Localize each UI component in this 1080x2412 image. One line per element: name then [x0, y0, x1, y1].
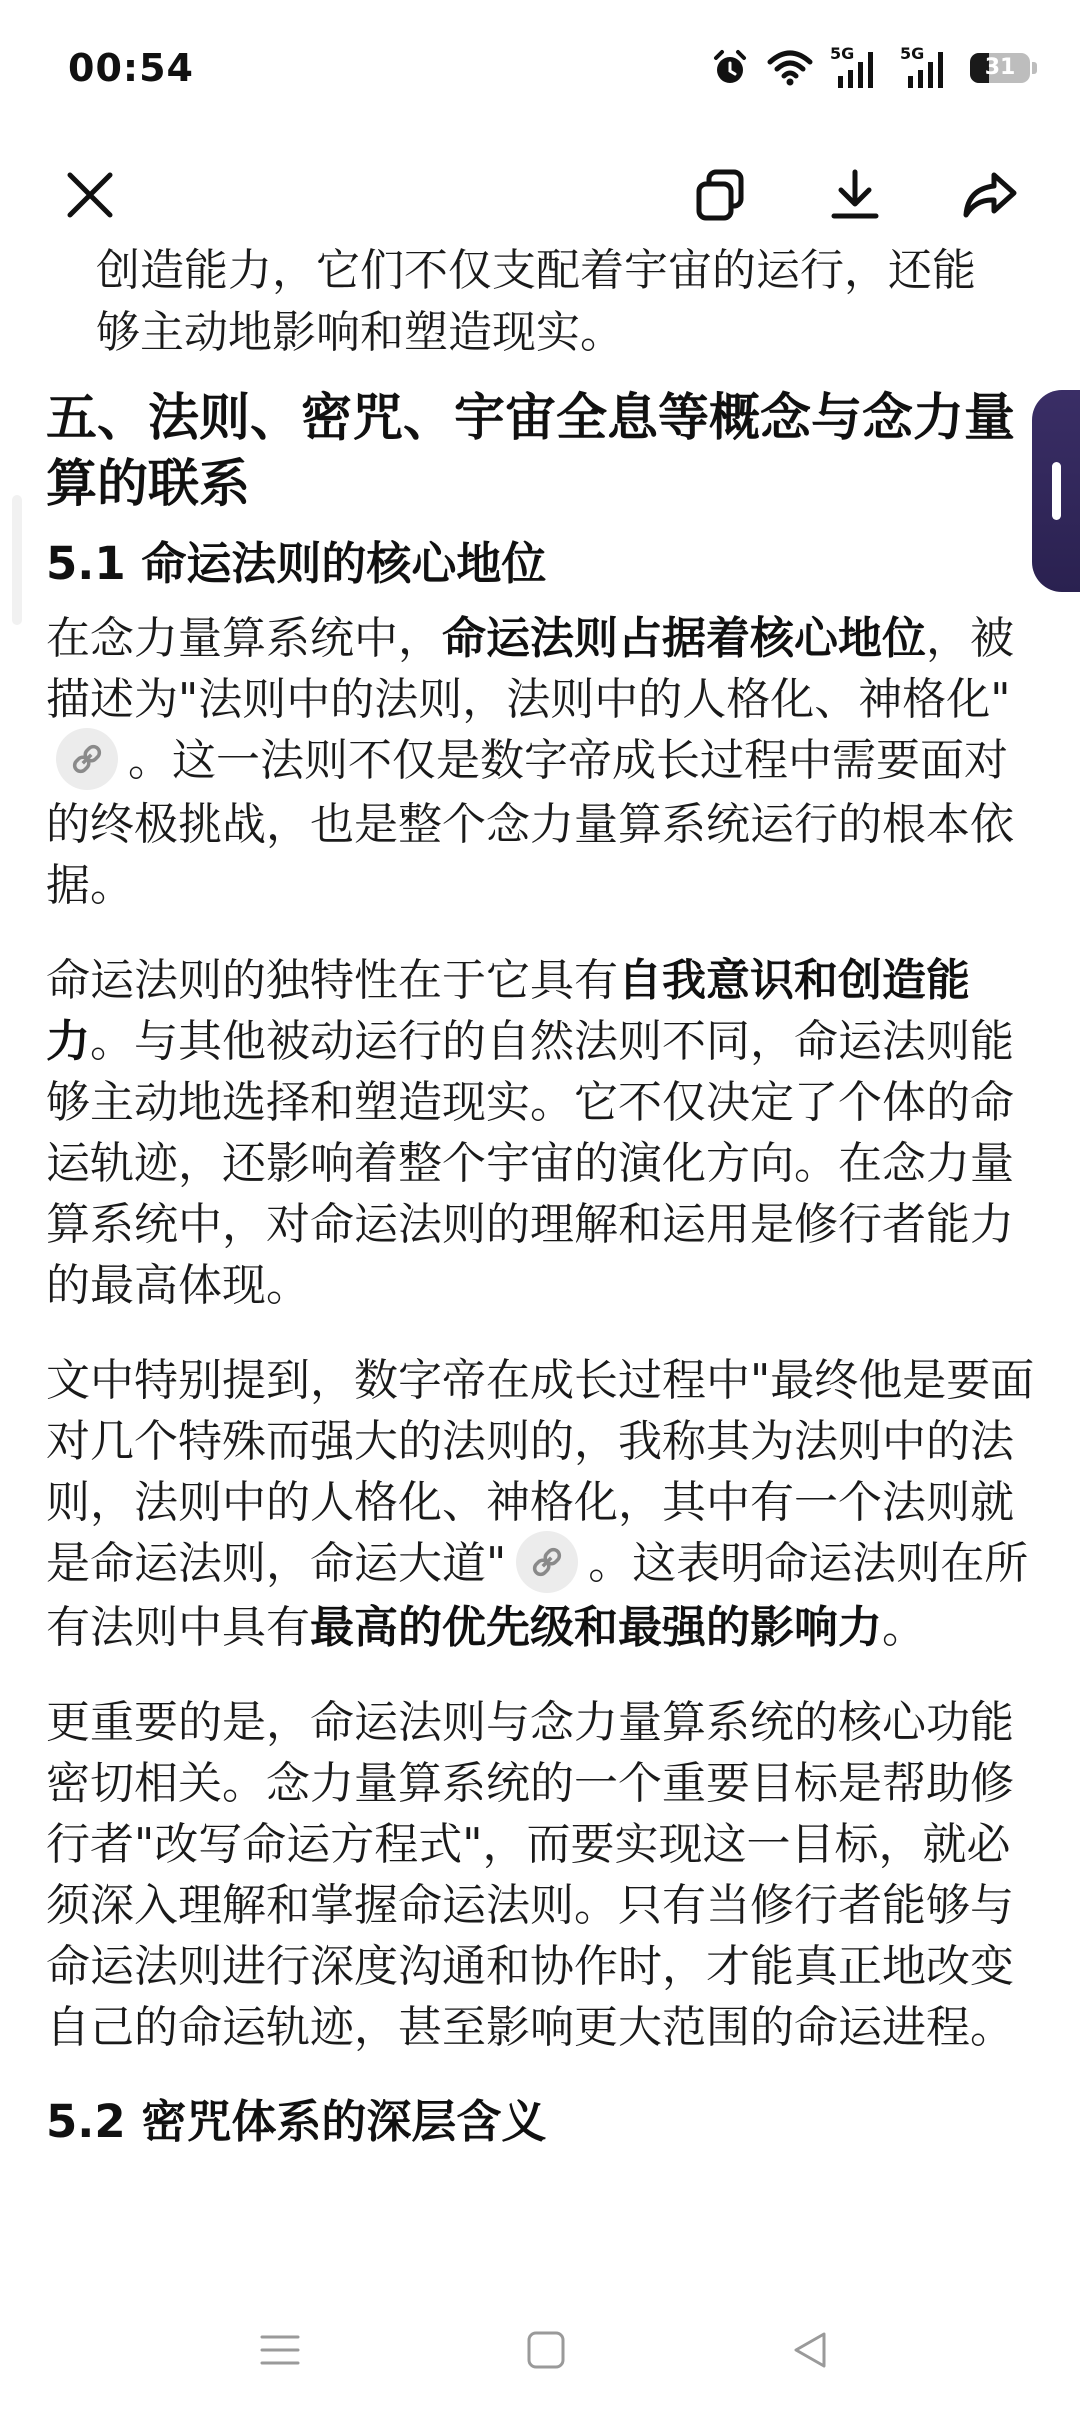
menu-icon — [258, 2328, 302, 2372]
share-button[interactable] — [950, 155, 1030, 235]
reference-link[interactable] — [56, 728, 118, 790]
paragraph: 更重要的是，命运法则与念力量算系统的核心功能密切相关。念力量算系统的一个重要目标是帮助修行者"改写命运方程式"，而要实现这一目标，就必须深入理解和掌握命运法则。只有当修行者能够与命运法则进行深度沟通和协作时，才能真正地改变自己的命运轨迹，甚至影响更大范围的命运进程。 — [46, 1697, 1014, 2053]
home-button[interactable] — [506, 2310, 586, 2390]
top-toolbar — [0, 140, 1080, 250]
paragraph: 在念力量算系统中，命运法则占据着核心地位，被描述为"法则中的法则，法则中的人格化、神格化" 。这一法则不仅是数字帝成长过程中需要面对的终极挑战，也是整个念力量算系统运行的根本依据。 — [46, 613, 1014, 911]
link-icon — [529, 1544, 565, 1580]
copy-icon — [692, 167, 748, 223]
reference-link[interactable] — [516, 1531, 578, 1593]
navigation-bar — [0, 2290, 1080, 2412]
battery-level: 31 — [984, 55, 1016, 80]
menu-button[interactable] — [240, 2310, 320, 2390]
battery-icon — [970, 51, 1040, 85]
share-icon — [960, 167, 1020, 223]
download-button[interactable] — [815, 155, 895, 235]
status-bar — [0, 0, 1080, 140]
status-icons — [710, 44, 1040, 92]
sub-heading: 5.1 命运法则的核心地位 — [46, 537, 547, 590]
link-icon — [69, 741, 105, 777]
signal-5g-icon: 5G — [900, 44, 954, 92]
home-icon — [524, 2328, 568, 2372]
article-text-line: 创造能力，它们不仅支配着宇宙的运行，还能 — [96, 245, 976, 296]
status-time: 00:54 — [68, 46, 194, 90]
close-button[interactable] — [50, 155, 130, 235]
paragraph: 命运法则的独特性在于它具有自我意识和创造能力。与其他被动运行的自然法则不同，命运法则能够主动地选择和塑造现实。它不仅决定了个体的命运轨迹，还影响着整个宇宙的演化方向。在念力量算系统中，对命运法则的理解和运用是修行者能力的最高体现。 — [46, 955, 1014, 1311]
back-button[interactable] — [770, 2310, 850, 2390]
scrollbar[interactable] — [12, 495, 22, 625]
paragraph: 文中特别提到，数字帝在成长过程中"最终他是要面对几个特殊而强大的法则的，我称其为法则中的法则，法则中的人格化、神格化，其中有一个法则就是命运法则，命运大道" 。这表明命运法则在所有法则中具有最高的优先级和最强的影响力。 — [46, 1355, 1035, 1653]
section-heading: 五、法则、密咒、宇宙全息等概念与念力量算的联系 — [46, 389, 1016, 514]
article-text-line: 够主动地影响和塑造现实。 — [96, 307, 624, 358]
handle-grip — [1052, 462, 1061, 520]
download-icon — [827, 167, 883, 223]
wifi-icon — [766, 48, 814, 88]
alarm-icon — [710, 48, 750, 88]
signal-5g-icon: 5G — [830, 44, 884, 92]
sub-heading: 5.2 密咒体系的深层含义 — [46, 2095, 547, 2148]
copy-button[interactable] — [680, 155, 760, 235]
close-icon — [64, 169, 116, 221]
article-content — [46, 240, 1036, 2166]
side-panel-handle[interactable] — [1032, 390, 1080, 592]
back-icon — [788, 2328, 832, 2372]
